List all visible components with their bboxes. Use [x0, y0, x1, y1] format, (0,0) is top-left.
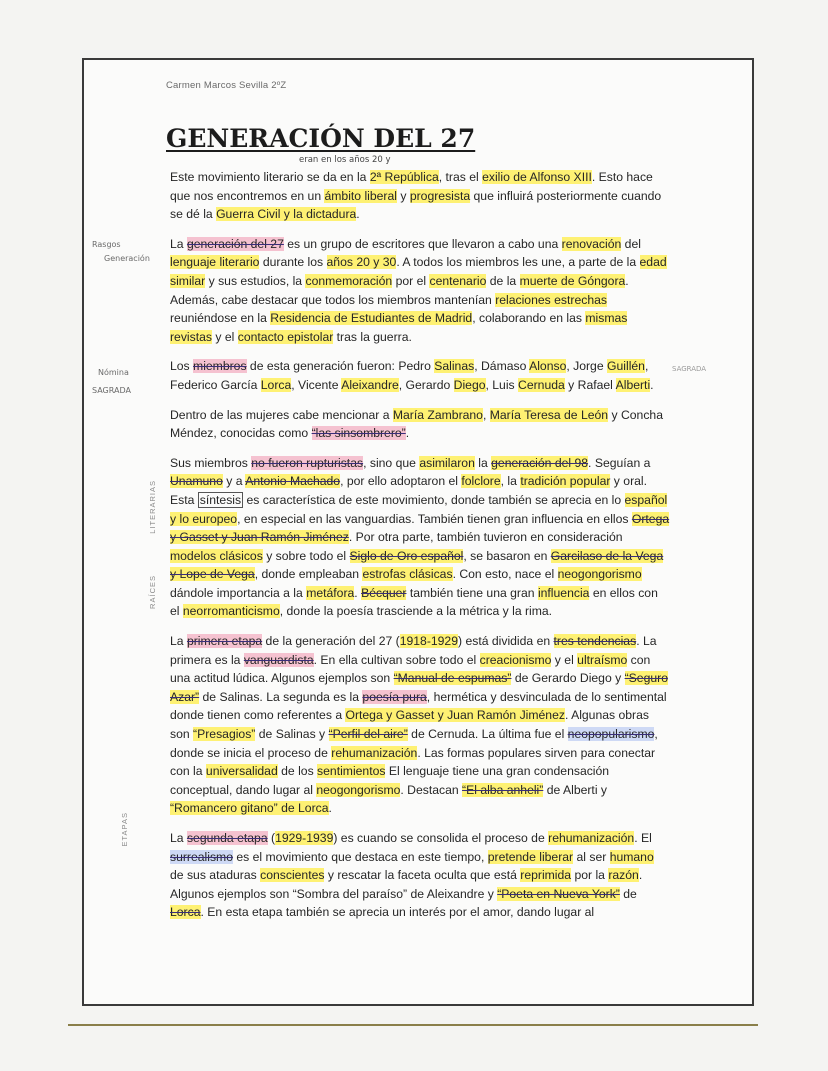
paragraph-context: Este movimiento literario se da en la 2ª República, tras el exilio de Alfonso XIII. Esto hace que nos encontremos en un ámbito liberal y progresista que influirá posteriormente cuando se dé la Guerra Civil y la dictadura. — [170, 170, 662, 222]
margin-note-nomina: Nómina SAGRADA — [92, 368, 131, 395]
document-body — [170, 168, 670, 933]
author-header: Carmen Marcos Sevilla 2ºZ — [166, 80, 287, 91]
margin-note-sagrada-right: SAGRADA — [672, 365, 707, 373]
handwritten-note-top: eran en los años 20 y — [299, 155, 391, 165]
paragraph-mujeres: Dentro de las mujeres cabe mencionar a María Zambrano, María Teresa de León y Concha Méndez, conocidas como “las sinsombrero”. — [170, 407, 663, 441]
paragraph-nomina: Los miembros de esta generación fueron: Pedro Salinas, Dámaso Alonso, Jorge Guillén, Federico García Lorca, Vicente Aleixandre, Gerardo Diego, Luis Cernuda y Rafael Alberti. — [170, 359, 654, 392]
paragraph-rasgos: La generación del 27 es un grupo de escritores que llevaron a cabo una renovación del lenguaje literario durante los años 20 y 30. A todos los miembros les une, a parte de la edad similar y sus estudios, la conmemoración por el centenario de la muerte de Góngora. Además, cabe destacar que todos los miembros mantenían relaciones estrechas reuniéndose en la Residencia de Estudiantes de Madrid, colaborando en las mismas revistas y el contacto epistolar tras la guerra. — [170, 236, 667, 344]
paragraph-raices: Sus miembros no fueron rupturistas, sino que asimilaron la generación del 98. Seguían a Unamuno y a Antonio Machado, por ello adoptaron el folclore, la tradición popular y oral. Esta síntesis es característica de este movimiento, donde también se aprecia en lo español y lo europeo, en especial en las vanguardias. También tienen gran influencia en ellos Ortega y Gasset y Juan Ramón Jiménez. Por otra parte, también tuvieron en consideración modelos clásicos y sobre todo el Siglo de Oro español, se basaron en Garcilaso de la Vega y Lope de Vega, donde empleaban estrofas clásicas. Con esto, nace el neogongorismo dándole importancia a la metáfora. Bécquer también tiene una gran influencia en ellos con el neorromanticismo, donde la poesía trasciende a la métrica y la rima. — [170, 455, 670, 619]
bottom-rule — [68, 1024, 758, 1026]
margin-note-raices: RAÍCES — [148, 575, 157, 609]
margin-note-etapas: ETAPAS — [120, 812, 129, 847]
margin-note-literarias: LITERARIAS — [148, 480, 157, 534]
margin-note-rasgos: Rasgos Generación — [92, 240, 150, 263]
paragraph-primera-etapa: La primera etapa de la generación del 27 (1918-1929) está dividida en tres tendencias. La primera es la vanguardista. En ella cultivan sobre todo el creacionismo y el ultraísmo con una actitud lúdica. Algunos ejemplos son “Manual de espumas” de Gerardo Diego y “Seguro Azar” de Salinas. La segunda es la poesía pura, hermética y desvinculada de lo sentimental donde tienen como referentes a Ortega y Gasset y Juan Ramón Jiménez. Algunas obras son “Presagios” de Salinas y “Perfil del aire” de Cernuda. La última fue el neopopularismo, donde se inicia el proceso de rehumanización. Las formas populares sirven para conectar con la universalidad de los sentimientos El lenguaje tiene una gran condensación conceptual, dando lugar al neogongorismo. Destacan “El alba anheli” de Alberti y “Romancero gitano” de Lorca. — [170, 634, 668, 816]
paragraph-segunda-etapa: La segunda etapa (1929-1939) es cuando se consolida el proceso de rehumanización. El surrealismo es el movimiento que destaca en este tiempo, pretende liberar al ser humano de sus ataduras conscientes y rescatar la faceta oculta que está reprimida por la razón. Algunos ejemplos son “Sombra del paraíso” de Aleixandre y “Poeta en Nueva York” de Lorca. En esta etapa también se aprecia un interés por el amor, dando lugar al — [170, 831, 654, 920]
page-title: GENERACIÓN DEL 27 — [166, 124, 476, 153]
